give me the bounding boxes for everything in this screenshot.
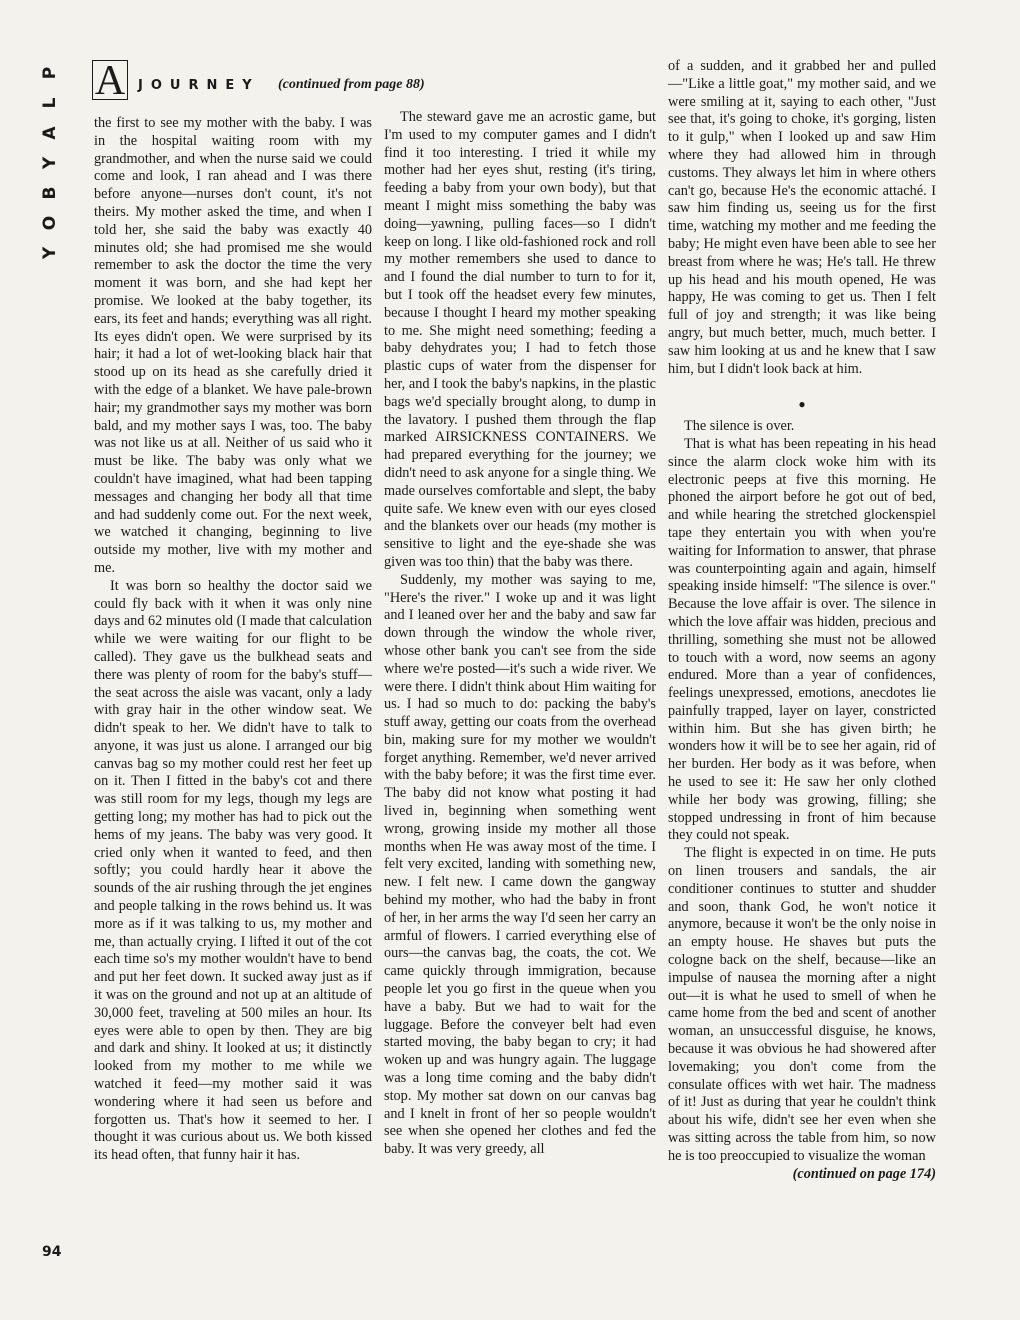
column-1 xyxy=(94,115,372,1165)
side-letter: Y xyxy=(40,156,60,170)
paragraph: The silence is over. xyxy=(684,418,795,435)
side-letter: P xyxy=(40,66,60,80)
paragraph: The flight is expected in on time. He puts on linen trousers and sandals, the air conditioner continues to stutter and shudder and soon, thank God, he won't notice it anymore, because it won't be the only noise in an empty house. He shaves but puts the cologne back on the shelf, because—like an impulse of nausea the morning after a night out—it is what he used to smell of when he came home from the bed and scent of another woman, an unsuccessful disguise, he knows, because it was obvious he had showered after lovemaking; you don't come from the consulate offices with wet hair. The madness of it! Just as during that year he couldn't think about his wife, didn't see her even when she was sitting across the table from him, so now he is too preoccupied to visualize the woman xyxy=(668,845,936,1164)
side-letter: A xyxy=(40,126,60,140)
side-letter: B xyxy=(40,186,60,200)
section-break: ● xyxy=(798,397,806,412)
magazine-side-label xyxy=(34,58,74,260)
continued-to: (continued on page 174) xyxy=(792,1165,936,1182)
side-letter: Y xyxy=(40,246,60,260)
page-number: 94 xyxy=(42,1244,62,1260)
column-3 xyxy=(668,58,936,1183)
paragraph: The steward gave me an acrostic game, but I'm used to my computer games and I didn't find it too interesting. I tried it while my mother had her eyes shut, resting (it's tiring, feeding a baby from your own body), but that meant I might miss something the baby was doing—yawning, pulling faces—so I didn't keep on long. I like old-fashioned rock and roll my mother remembers she used to dance to and I found the dial number to turn to for it, but I took off the headset every few minutes, because I thought I heard my mother speaking to me. She might need something; feeding a baby dehydrates you; I had to fetch those plastic cups of water from the dispenser for her, and I took the baby's napkins, in the plastic bags we'd specially brought along, to dump in the lavatory. I pushed them through the flap marked AIRSICKNESS CONTAINERS. We had prepared everything for the journey; we didn't need to ask anyone for a single thing. We made ourselves comfortable and slept, the baby quite safe. We knew even with our eyes closed and the blankets over our heads (my mother is sensitive to light and the eye-shade she was given was too thin) that the baby was there. xyxy=(384,109,656,570)
paragraph: the first to see my mother with the baby. I was in the hospital waiting room with my grandmother, and when the nurse said we could come and look, I ran ahead and I was there before anyone—nurses don't count, it's not theirs. My mother asked the time, and when I told her, she said the baby was exactly 40 minutes old; she had promised me she would remember to ask the doctor the time the very moment it was born, and she had kept her promise. We looked at the baby together, its ears, its feet and hands; everything was all right. Its eyes didn't open. We were surprised by its hair; it had a lot of wet-looking black hair that stood up on its head as she carefully dried it with the edge of a blanket. We have pale-brown hair; my grandmother says my mother was born bald, and my mother says I was, too. The baby was not like us at all. Neither of us said who it must be like. The baby was only what we couldn't have imagined, what had been tapping messages and changing her body all that time and had suddenly come out. For the next week, we watched it changing, beginning to live outside my mother, live with my mother and me. xyxy=(94,115,372,576)
column-2 xyxy=(384,109,656,1159)
article-header xyxy=(92,60,472,102)
paragraph: of a sudden, and it grabbed her and pulled—"Like a little goat," my mother said, and we were smiling at it, saying to each other, "Just see that, it's going to choke, it's gorging, listen to it gulp," when I looked up and saw Him where they had allowed him in through customs. They always let him in where others can't go, because He's the economic attaché. I saw him finding us, seeing us for the first time, watching my mother and me feeding the baby; He might even have been able to see her breast from where he was; He's tall. He threw up his head and his mouth opened, He was happy, He was coming to get us. Then I felt full of joy and strength; it was like being angry, but much better, much, much better. I saw him looking at us and he knew that I saw him, but I didn't look back at him. xyxy=(668,58,936,377)
paragraph: It was born so healthy the doctor said we could fly back with it when it was only nine days and 62 minutes old (I made that calculation while we were waiting for our flight to be called). They gave us the bulkhead seats and there was plenty of room for the baby's stuff—the seat across the aisle was vacant, only a lady with gray hair in the other window seat. We didn't speak to her. We didn't have to talk to anyone, it was just us alone. I arranged our big canvas bag so my mother could rest her feet up on it. Then I fitted in the baby's cot and there was still room for my legs, though my legs are getting long; my mother has had to pick out the hems of my jeans. The baby was very good. It cried only when it wanted to feed, and then softly; you could hardly hear it above the sounds of the air rushing through the jet engines and people talking in the rows behind us. It was more as if it was talking to us, my mother and me, than actually crying. I lifted it out of the cot each time so's my mother wouldn't have to bend and put her feet down. It sucked away just as if it was on the ground and not up at an altitude of 30,000 feet, traveling at 500 miles an hour. Its eyes were able to open by then. They are big and dark and shiny. It looked at us; it distinctly looked from my mother to me while we watched it feed—my mother said it was wondering where it had seen us before and forgotten us. That's how it seemed to her. I thought it was curious about us. We both kissed its head often, that funny hair it has. xyxy=(94,577,372,1164)
drop-letter: A xyxy=(92,60,128,100)
paragraph: Suddenly, my mother was saying to me, "Here's the river." I woke up and it was light and I leaned over her and the baby and saw far down through the window the whole river, whose other bank you can't see from the side where we're posted—it's such a wide river. We were there. I didn't think about Him waiting for us. I had so much to do: packing the baby's stuff away, getting our coats from the overhead bin, making sure for my mother we wouldn't forget anything. Remember, we'd never arrived with the baby before; it was the first time ever. The baby did not know what posting it had lived in, beginning when something went wrong, growing inside my mother all those months when He was away most of the time. I felt very excited, landing with something new, new. I felt new. I came down the gangway behind my mother, who had the baby in front of her, in her arms the way I'd seen her carry an armful of flowers. I carried everything else of ours—the canvas bag, the coats, the cot. We came quickly through immigration, because people let you go first in the queue when you have a baby. But we had to wait for the luggage. Before the conveyer belt had even started moving, the baby began to cry; it had woken up and was hungry again. The luggage was a long time coming and the baby didn't stop. My mother sat down on our canvas bag and I knelt in front of her so people wouldn't see when she opened her clothes and fed the baby. It was very greedy, all xyxy=(384,571,656,1158)
side-letter: O xyxy=(40,215,60,231)
side-letter: L xyxy=(40,97,60,109)
paragraph: That is what has been repeating in his head since the alarm clock woke him with its electronic peeps at five this morning. He phoned the airport before he got out of bed, and while hearing the stretched glockenspiel tape they entertain you with when you're waiting for Information to answer, that phrase was counterpointing again and again, himself speaking inside himself: "The silence is over." Because the love affair is over. The silence in which the love affair was hidden, precious and thrilling, something she must not be allowed to touch with a word, now seems an agony endured. More than a year of confidences, feelings unexpressed, emotions, anecdotes lie painfully trapped, layer on layer, constricted within him. But she has given birth; he wonders how it will be to see her again, rid of her burden. Her body as it was before, when he used to see it: He saw her only clothed while her body was growing, filling; she stopped undressing in front of him because they could not speak. xyxy=(668,435,936,844)
continued-from: (continued from page 88) xyxy=(278,77,425,92)
article-title: JOURNEY xyxy=(138,78,260,93)
